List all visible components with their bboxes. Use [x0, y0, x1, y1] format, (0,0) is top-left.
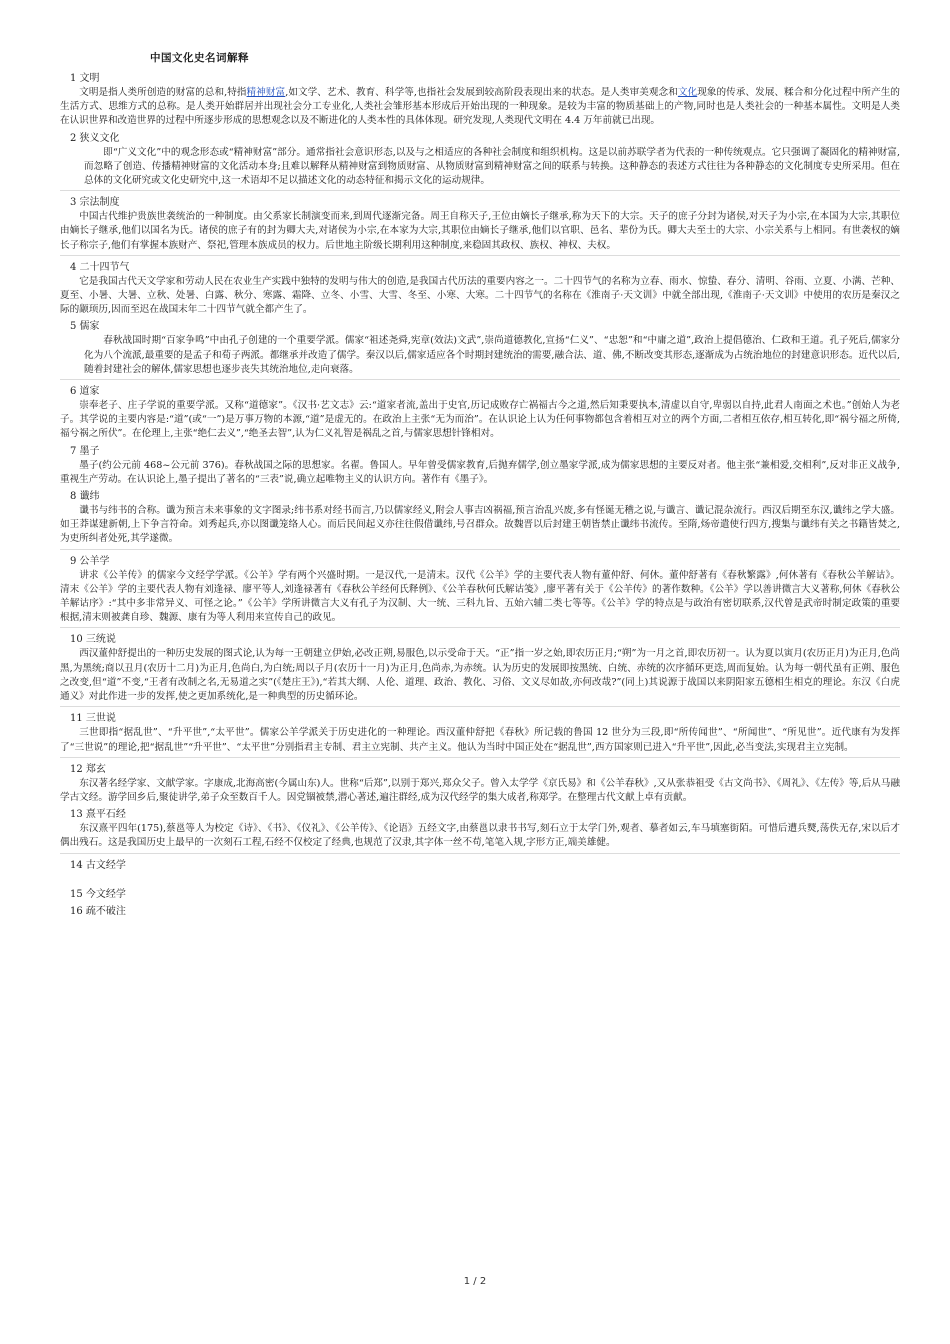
entry-body: 讲求《公羊传》的儒家今文经学学派。《公羊》学有两个兴盛时期。一是汉代,一是清末。汉代《公羊》学的主要代表人物有董仲舒、何休。董仲舒著有《春秋繁露》,何休著有《春秋公羊解诂》。清末《公羊》学的主要代表人物有刘逢禄、廖平等人,刘逢禄著有《春秋公羊经何氏释例》、《公羊春秋何氏解诂笺》,廖平著有关于《公羊传》的著作数种。《公羊》学以善讲微言大义著称,何休《春秋公羊解诂序》:“其中多非常异义、可怪之论。”《公羊》学所讲微言大义有孔子为汉制、大一统、三科九旨、五始六辅二类七等等。《公羊》学的特点是与政治有密切联系,汉代曾是武帝时制定政策的重要根据,清末则被龚自珍、魏源、康有为等人利用来宣传自己的政见。: [60, 569, 900, 624]
entry-heading: 14 古文经学: [70, 859, 126, 871]
document-title: 中国文化史名词解释: [150, 52, 249, 64]
entry-body: 墨子(约公元前 468~公元前 376)。春秋战国之际的思想家。名翟。鲁国人。早年曾受儒家教育,后抛弃儒学,创立墨家学派,成为儒家思想的主要反对者。他主张“兼相爱,交相利”,反对非正义战争,重视生产劳动。在认识论上,墨子提出了著名的“三表”说,确立起唯物主义的认识方向。著作有《墨子》。: [60, 459, 900, 485]
entry-heading: 16 疏不破注: [70, 905, 126, 917]
entry-rujia: [60, 319, 900, 380]
link-jingshen-caifu[interactable]: 精神财富: [246, 87, 286, 98]
blank-space: [60, 873, 900, 885]
entry-body: 中国古代维护贵族世袭统治的一种制度。由父系家长制演变而来,到周代逐渐完备。周王自称天子,王位由嫡长子继承,称为天下的大宗。天子的庶子分封为诸侯,对天子为小宗,在本国为大宗,其职位由嫡长子继承,他们以国名为氏。诸侯的庶子有的封为卿大夫,对诸侯为小宗,在本家为大宗,其职位由嫡长子继承,他们以官职、邑名、辈份为氏。卿大夫至士的大宗、小宗关系与上相同。有世袭权的嫡长子称宗子,他们有掌握本族财产、祭祀,管理本族成员的权力。后世地主阶级长期利用这种制度,来稳固其政权、族权、神权、夫权。: [60, 211, 900, 251]
entry-heading: 9 公羊学: [70, 555, 110, 567]
entry-body: 文明是指人类所创造的财富的总和,特指精神财富,如文学、艺术、教育、科学等,也指社会发展到较高阶段表现出来的状态。是人类审美观念和文化现象的传承、发展、糅合和分化过程中所产生的生活方式、思维方式的总称。是人类开始群居并出现社会分工专业化,人类社会雏形基本形成后开始出现的一种现象。是较为丰富的物质基础上的产物,同时也是人类社会的一种基本属性。文明是人类在认识世界和改造世界的过程中所逐步形成的思想观念以及不断进化的人类本性的具体体现。研究发现,人类现代文明在 4.4 万年前就已出现。: [60, 87, 901, 127]
entry-ershisi-jieqi: [60, 260, 900, 318]
entry-heading: 11 三世说: [70, 713, 116, 725]
entry-santong-shuo: [60, 632, 900, 707]
entry-heading: 4 二十四节气: [70, 261, 130, 273]
entry-heading: 15 今文经学: [70, 888, 126, 900]
entry-body: 谶书与纬书的合称。谶为预言未来事象的文字图录;纬书系对经书而言,乃以儒家经义,附会人事吉凶祸福,预言治乱兴废,多有怪诞无稽之说,与谶言、谶记混杂流行。西汉后期至东汉,谶纬之学大盛。如王莽谋建新朝,上下争言符命。刘秀起兵,亦以图谶笼络人心。而后民间起义亦往往假借谶纬,号召群众。故魏晋以后封建王朝皆禁止谶纬书流传。至隋,炀帝遣使行四方,搜集与谶纬有关之书籍皆焚之,为吏所纠者处死,其学遂微。: [60, 505, 900, 545]
entry-xiayi-wenhua: [60, 131, 900, 192]
entry-heading: 13 熹平石经: [70, 809, 126, 821]
entry-chenwei: [60, 489, 900, 550]
entry-gongyangxue: [60, 554, 900, 629]
entry-guwen-jingxue: [60, 858, 900, 885]
entry-body: 它是我国古代天文学家和劳动人民在农业生产实践中独特的发明与伟大的创造,是我国古代历法的重要内容之一。二十四节气的名称为立春、雨水、惊蛰、春分、清明、谷雨、立夏、小满、芒种、夏至、小暑、大暑、立秋、处暑、白露、秋分、寒露、霜降、立冬、小雪、大雪、冬至、小寒、大寒。二十四节气的名称在《淮南子·天文训》中就全部出现,《淮南子·天文训》中使用的农历是秦汉之际的颛顼历,因而至迟在战国末年二十四节气就全都产生了。: [60, 275, 900, 316]
entry-heading: 12 郑玄: [70, 763, 106, 775]
entry-wenming: [60, 71, 900, 129]
entry-heading: 7 墨子: [70, 445, 100, 457]
entry-body: 崇奉老子、庄子学说的重要学派。又称“道德家”。《汉书·艺文志》云:“道家者流,盖出于史官,历记成败存亡祸福古今之道,然后知秉要执本,清虚以自守,卑弱以自持,此君人南面之术也。”创始人为老子。其学说的主要内容是:“道”(或“一”)是万事万物的本源,“道”是虚无的。在政治上主张“无为而治”。在认识论上认为任何事物都包含着相互对立的两个方面,二者相互依存,相互转化,即“祸兮福之所倚,福兮祸之所伏”。在伦理上,主张“绝仁去义”,“绝圣去智”,认为仁义礼智是祸乱之首,与儒家思想针锋相对。: [60, 400, 900, 440]
entry-heading: 2 狭义文化: [70, 132, 120, 144]
entry-shu-bu-po-zhu: [60, 904, 900, 919]
entry-body: 三世即指“据乱世”、“升平世”,“太平世”。儒家公羊学派关于历史进化的一种理论。西汉董仲舒把《春秋》所记载的鲁国 12 世分为三段,即“所传闻世”、“所闻世”、“所见世”。近代康有为发挥了“三世说”的理论,把“据乱世”“升平世”、“太平世”分别指君主专制、君主立宪制、共产主义。他认为当时中国正处在“据乱世”,西方国家则已进入“升平世”,因此,必当变法,实现君主立宪制。: [60, 727, 900, 753]
entry-heading: 3 宗法制度: [70, 197, 120, 209]
document-page: [60, 50, 900, 921]
entry-zheng-xuan: [60, 762, 900, 805]
entry-heading: 1 文明: [70, 73, 100, 84]
link-wenhua[interactable]: 文化: [677, 87, 698, 98]
entry-heading: 5 儒家: [70, 321, 100, 333]
entry-mozi: [60, 444, 900, 487]
entry-zongfa-zhidu: [60, 195, 900, 256]
entry-body: 春秋战国时期“百家争鸣”中由孔子创建的一个重要学派。儒家“祖述尧舜,宪章(效法)文武”,崇尚道德教化,宣扬“仁义”、“忠恕”和“中庸之道”,政治上提倡德治、仁政和王道。孔子死后,儒家分化为八个流派,最重要的是孟子和荀子两派。都继承并改造了儒学。秦汉以后,儒家适应各个时期封建统治的需要,融合法、道、佛,不断改变其形态,逐渐成为占统治地位的封建意识形态。近代以后,随着封建社会的解体,儒家思想也逐步丧失其统治地位,走向衰落。: [84, 335, 900, 375]
entry-xiping-shijing: [60, 807, 900, 853]
entry-body: 东汉著名经学家、文献学家。字康成,北海高密(今属山东)人。世称“后郑”,以别于郑兴,郑众父子。曾入太学学《京氏易》和《公羊春秋》,又从张恭祖受《古文尚书》、《周礼》、《左传》等,后从马融学古文经。游学回乡后,聚徒讲学,弟子众至数百千人。因党锢被禁,潜心著述,遍注群经,成为汉代经学的集大成者,称郑学。在整理古代文献上卓有贡献。: [60, 777, 900, 803]
entry-daojia: [60, 384, 900, 442]
entry-heading: 8 谶纬: [70, 491, 100, 503]
entry-heading: 10 三统说: [70, 634, 116, 646]
entry-heading: 6 道家: [70, 386, 100, 398]
entry-sanshi-shuo: [60, 711, 900, 757]
entry-jinwen-jingxue: [60, 887, 900, 902]
entry-body: 东汉熹平四年(175),蔡邕等人为校定《诗》、《书》、《仪礼》、《公羊传》、《论语》五经文字,由蔡邕以隶书书写,刻石立于太学门外,观者、摹者如云,车马填塞街陌。可惜后遭兵燹,荡佚无存,宋以后才偶出残石。这是我国历史上最早的一次刻石工程,石经不仅校定了经典,也规范了汉隶,其字体一丝不苟,笔笔入规,字形方正,端美雄健。: [60, 823, 900, 849]
entry-body: 即“广义文化”中的观念形态或“精神财富”部分。通常指社会意识形态,以及与之相适应的各种社会制度和组织机构。这是以前苏联学者为代表的一种传统观点。它只强调了凝固化的精神财富,而忽略了创造、传播精神财富的文化活动本身;且难以解释从精神财富到物质财富、从物质财富到精神财富之间的联系与转换。这种静态的表述方式往往为各种静态的文化制度专史所采用。但在总体的文化研究或文化史研究中,这一术语却不足以描述文化的动态特征和揭示文化的运动规律。: [84, 146, 900, 187]
page-number: 1 / 2: [463, 1276, 487, 1287]
entry-body: 西汉董仲舒提出的一种历史发展的图式论,认为每一王朝建立伊始,必改正朔,易服色,以示受命于天。“正”指一岁之始,即农历正月;“朔”为一月之首,即农历初一。认为夏以寅月(农历正月)为正月,色尚黑,为黑统;商以丑月(农历十二月)为正月,色尚白,为白统;周以子月(农历十一月)为正月,色尚赤,为赤统。认为历史的发展即按黑统、白统、赤统的次序循环更迭,周而复始。认为每一朝代虽有正朔、服色之改变,但“道”不变,“王者有改制之名,无易道之实”(《楚庄王》),“若其大纲、人伦、道理、政治、教化、习俗、文义尽如故,亦何改哉?”(同上)其说源于战国以来阴阳家五德相生相克的理论。东汉《白虎通义》对此作进一步的发挥,使之更加系统化,是一种典型的历史循环论。: [60, 648, 900, 703]
